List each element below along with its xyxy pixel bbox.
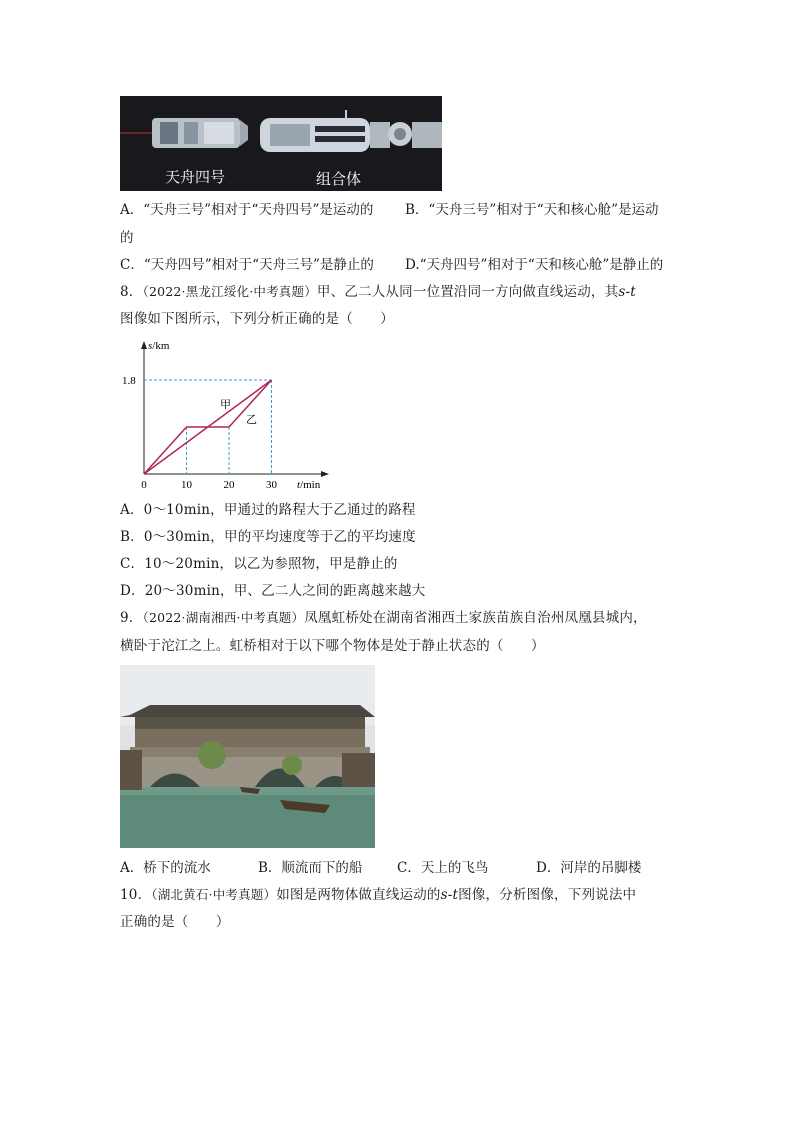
q7-option-b-wrap: 的 — [120, 230, 134, 246]
q10-stem-line1 — [120, 885, 636, 905]
spacecraft-photo — [120, 96, 442, 191]
y-axis-label-unit: /km — [152, 340, 170, 352]
q8-number: 8． — [120, 284, 143, 300]
q10-stem-line2: 正确的是（ ） — [120, 914, 230, 930]
spacecraft-label-left: 天舟四号 — [165, 168, 226, 186]
bridge-illustration — [120, 665, 375, 848]
bridge-photo — [120, 665, 375, 848]
st-chart — [120, 336, 340, 494]
x-tick-20: 20 — [223, 479, 235, 491]
series-line-yi — [144, 380, 272, 474]
q9-option-c: C．天上的飞鸟 — [397, 860, 489, 876]
x-axis-label-var: t — [297, 479, 301, 491]
x-tick-10: 10 — [181, 479, 192, 491]
q8-text1: 甲、乙二人从同一位置沿同一方向做直线运动，其 — [316, 284, 619, 300]
q8-option-b: B．0～30min，甲的平均速度等于乙的平均速度 — [120, 529, 416, 545]
x-tick-30: 30 — [266, 479, 277, 491]
q9-number: 9． — [120, 610, 143, 626]
st-chart-svg — [120, 336, 340, 494]
q9-option-d: D．河岸的吊脚楼 — [536, 860, 642, 876]
q10-source: （湖北黄石·中考真题） — [151, 887, 277, 902]
x-axis-label-unit: /min — [300, 479, 321, 491]
y-axis-arrow — [141, 341, 147, 349]
q7-option-b: B．“天舟三号”相对于“天和核心舱”是运动 — [405, 202, 659, 218]
q7-option-a: A．“天舟三号”相对于“天舟四号”是运动的 — [120, 202, 374, 218]
q8-stem-line2: 图像如下图所示，下列分析正确的是（ ） — [120, 311, 394, 327]
q8-option-d: D．20～30min，甲、乙二人之间的距离越来越大 — [120, 583, 426, 599]
q8-stem-line1 — [120, 282, 636, 302]
q9-option-b: B．顺流而下的船 — [258, 860, 363, 876]
x-axis-label — [297, 479, 321, 491]
y-tick-1.8: 1.8 — [122, 375, 136, 388]
q9-text1: 凤凰虹桥处在湖南省湘西土家族苗族自治州凤凰县城内， — [304, 610, 647, 626]
q10-number: 10． — [120, 887, 152, 903]
q7-option-c: C．“天舟四号”相对于“天舟三号”是静止的 — [120, 257, 374, 273]
series-label-yi: 乙 — [246, 413, 257, 426]
q9-stem-line2: 横卧于沱江之上。虹桥相对于以下哪个物体是处于静止状态的（ ） — [120, 638, 545, 654]
q9-source: （2022·湖南湘西·中考真题） — [142, 610, 305, 625]
q8-source: （2022·黑龙江绥化·中考真题） — [142, 284, 317, 299]
q8-option-c: C．10～20min，以乙为参照物，甲是静止的 — [120, 556, 398, 572]
series-label-jia: 甲 — [220, 398, 231, 411]
y-axis-label-var: s — [148, 340, 153, 352]
q8-var-st: s-t — [618, 284, 636, 300]
q7-option-d: D.“天舟四号”相对于“天和核心舱”是静止的 — [405, 257, 664, 273]
q10-text1b: 图像，分析图像，下列说法中 — [458, 887, 637, 903]
q10-text1: 如图是两物体做直线运动的 — [276, 887, 441, 903]
x-axis-arrow — [321, 471, 329, 477]
q9-stem-line1 — [120, 608, 647, 628]
y-axis-label — [148, 340, 170, 352]
x-tick-0: 0 — [141, 479, 147, 491]
q9-option-a: A．桥下的流水 — [120, 860, 211, 876]
spacecraft-label-right: 组合体 — [316, 170, 362, 188]
spacecraft-illustration — [120, 96, 442, 191]
q10-var-st: s-t — [440, 887, 459, 903]
q8-option-a: A．0～10min，甲通过的路程大于乙通过的路程 — [120, 502, 416, 518]
